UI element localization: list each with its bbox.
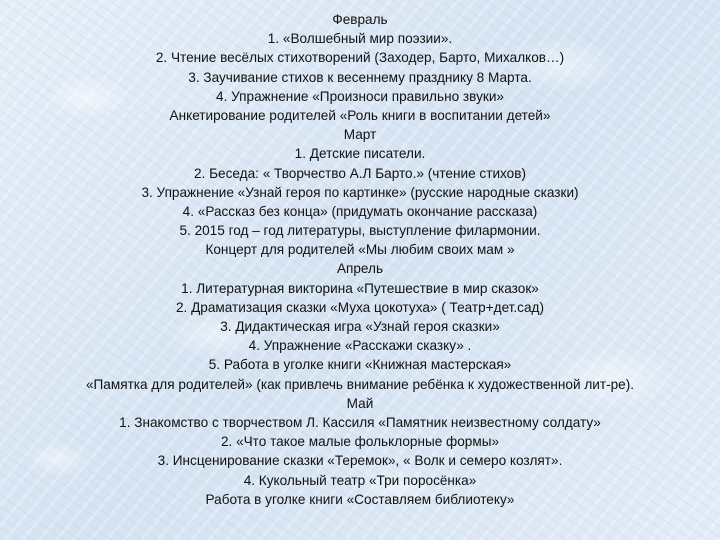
plan-item: 3. Дидактическая игра «Узнай героя сказки»	[220, 319, 500, 334]
month-heading-march: Март	[343, 127, 377, 143]
plan-item: 4. Кукольный театр «Три поросёнка»	[243, 472, 477, 488]
plan-item: 1. Детские писатели.	[294, 146, 426, 162]
plan-item: 2. Чтение весёлых стихотворений (Заходер, Барто, Михалков…)	[155, 50, 565, 66]
plan-item: Работа в уголке книги «Составляем библиотеку»	[205, 491, 515, 507]
plan-item: 3. Инсценирование сказки «Теремок», « Волк и семеро козлят».	[157, 453, 563, 469]
plan-item: «Памятка для родителей» (как привлечь внимание ребёнка к художественной лит-ре).	[85, 376, 635, 392]
plan-item: 4. «Рассказ без конца» (придумать окончание рассказа)	[182, 203, 538, 219]
plan-item: 4. Упражнение «Произноси правильно звуки»	[216, 88, 504, 104]
month-heading-may: Май	[346, 395, 374, 411]
plan-item: 1. «Волшебный мир поэзии».	[267, 31, 453, 47]
month-heading-april: Апрель	[336, 261, 384, 277]
plan-item: Концерт для родителей «Мы любим своих мам »	[205, 242, 515, 258]
plan-item: 3. Упражнение «Узнай героя по картинке» (русские народные сказки)	[141, 184, 579, 200]
plan-item: 2. Драматизация сказки «Муха цокотуха» ( Театр+дет.сад)	[175, 299, 544, 315]
plan-item: 1. Знакомство с творчеством Л. Кассиля «Памятник неизвестному солдату»	[119, 414, 601, 430]
plan-item: 5. Работа в уголке книги «Книжная мастерская»	[208, 357, 512, 373]
slide-content	[0, 10, 720, 530]
plan-item: 2. Беседа: « Творчество А.Л Барто.» (чтение стихов)	[194, 165, 526, 181]
month-heading-february: Февраль	[332, 12, 388, 27]
plan-item: Анкетирование родителей «Роль книги в воспитании детей»	[169, 107, 551, 123]
plan-item: 1. Литературная викторина «Путешествие в мир сказок»	[181, 280, 539, 296]
plan-item: 5. 2015 год – год литературы, выступление филармонии.	[179, 223, 541, 239]
plan-item: 3. Заучивание стихов к весеннему празднику 8 Марта.	[188, 69, 532, 85]
plan-item: 2. «Что такое малые фольклорные формы»	[220, 434, 500, 450]
plan-item: 4. Упражнение «Расскажи сказку» .	[248, 338, 472, 354]
